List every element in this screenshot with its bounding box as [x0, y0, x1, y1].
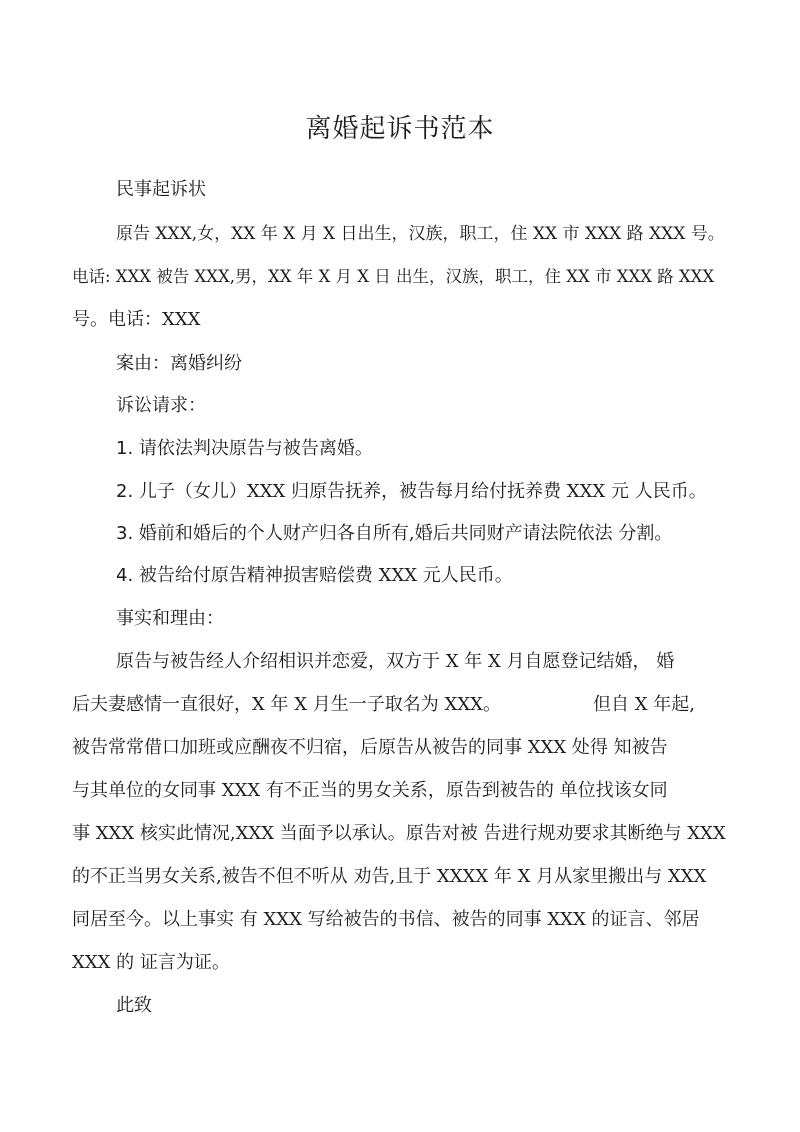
facts-line-3: 被告常常借口加班或应酬夜不归宿，后原告从被告的同事 XXX 处得 知被告	[72, 737, 668, 758]
complaint-heading: 民事起诉状	[116, 179, 206, 200]
claim-item	[116, 522, 672, 546]
facts-line-6: 的不正当男女关系,被告不但不听从 劝告,且于 XXXX 年 X 月从家里搬出与 XXX	[72, 866, 707, 887]
parties-line-3: 号。电话：XXX	[72, 309, 201, 330]
facts-line-2b: 但自 X 年起,	[593, 694, 695, 715]
parties-line-1: 原告 XXX,女，XX 年 X 月 X 日出生，汉族，职工，住 XX 市 XXX 路 XXX 号。	[116, 224, 725, 244]
claim-item	[116, 480, 707, 504]
closing: 此致	[116, 995, 152, 1016]
claim-text: 被告给付原告精神损害赔偿费 XXX 元人民币。	[138, 565, 513, 586]
facts-line-8: XXX 的 证言为证。	[72, 952, 230, 973]
claim-item	[116, 564, 513, 588]
facts-line-4: 与其单位的女同事 XXX 有不正当的男女关系，原告到被告的 单位找该女同	[72, 780, 668, 801]
facts-line-1: 原告与被告经人介绍相识并恋爱，双方于 X 年 X 月自愿登记结婚， 婚	[116, 651, 675, 672]
facts-line-2: 后夫妻感情一直很好，X 年 X 月生一子取名为 XXX。	[72, 694, 501, 715]
claim-item	[116, 437, 373, 461]
claim-number: 3.	[116, 523, 134, 544]
parties-line-2: 电话: XXX 被告 XXX,男，XX 年 X 月 X 日 出生，汉族，职工，住 XX 市 XXX 路 XXX	[72, 267, 715, 286]
claim-number: 2.	[116, 481, 134, 502]
facts-line-5: 事 XXX 核实此情况,XXX 当面予以承认。原告对被 告进行规劝要求其断绝与 XXX	[72, 823, 726, 844]
claim-number: 1.	[116, 438, 134, 459]
case-cause: 案由：离婚纠纷	[116, 353, 242, 374]
claim-number: 4.	[116, 565, 134, 586]
document-title: 离婚起诉书范本	[305, 114, 495, 144]
claim-text: 婚前和婚后的个人财产归各自所有,婚后共同财产请法院依法 分割。	[138, 523, 673, 544]
claim-text: 请依法判决原告与被告离婚。	[138, 438, 373, 459]
claim-text: 儿子（女儿）XXX 归原告抚养，被告每月给付抚养费 XXX 元 人民币。	[138, 481, 707, 502]
claims-heading: 诉讼请求：	[116, 395, 206, 416]
facts-heading: 事实和理由：	[116, 608, 224, 629]
facts-line-7: 同居至今。以上事实 有 XXX 写给被告的书信、被告的同事 XXX 的证言、邻居	[72, 909, 700, 930]
